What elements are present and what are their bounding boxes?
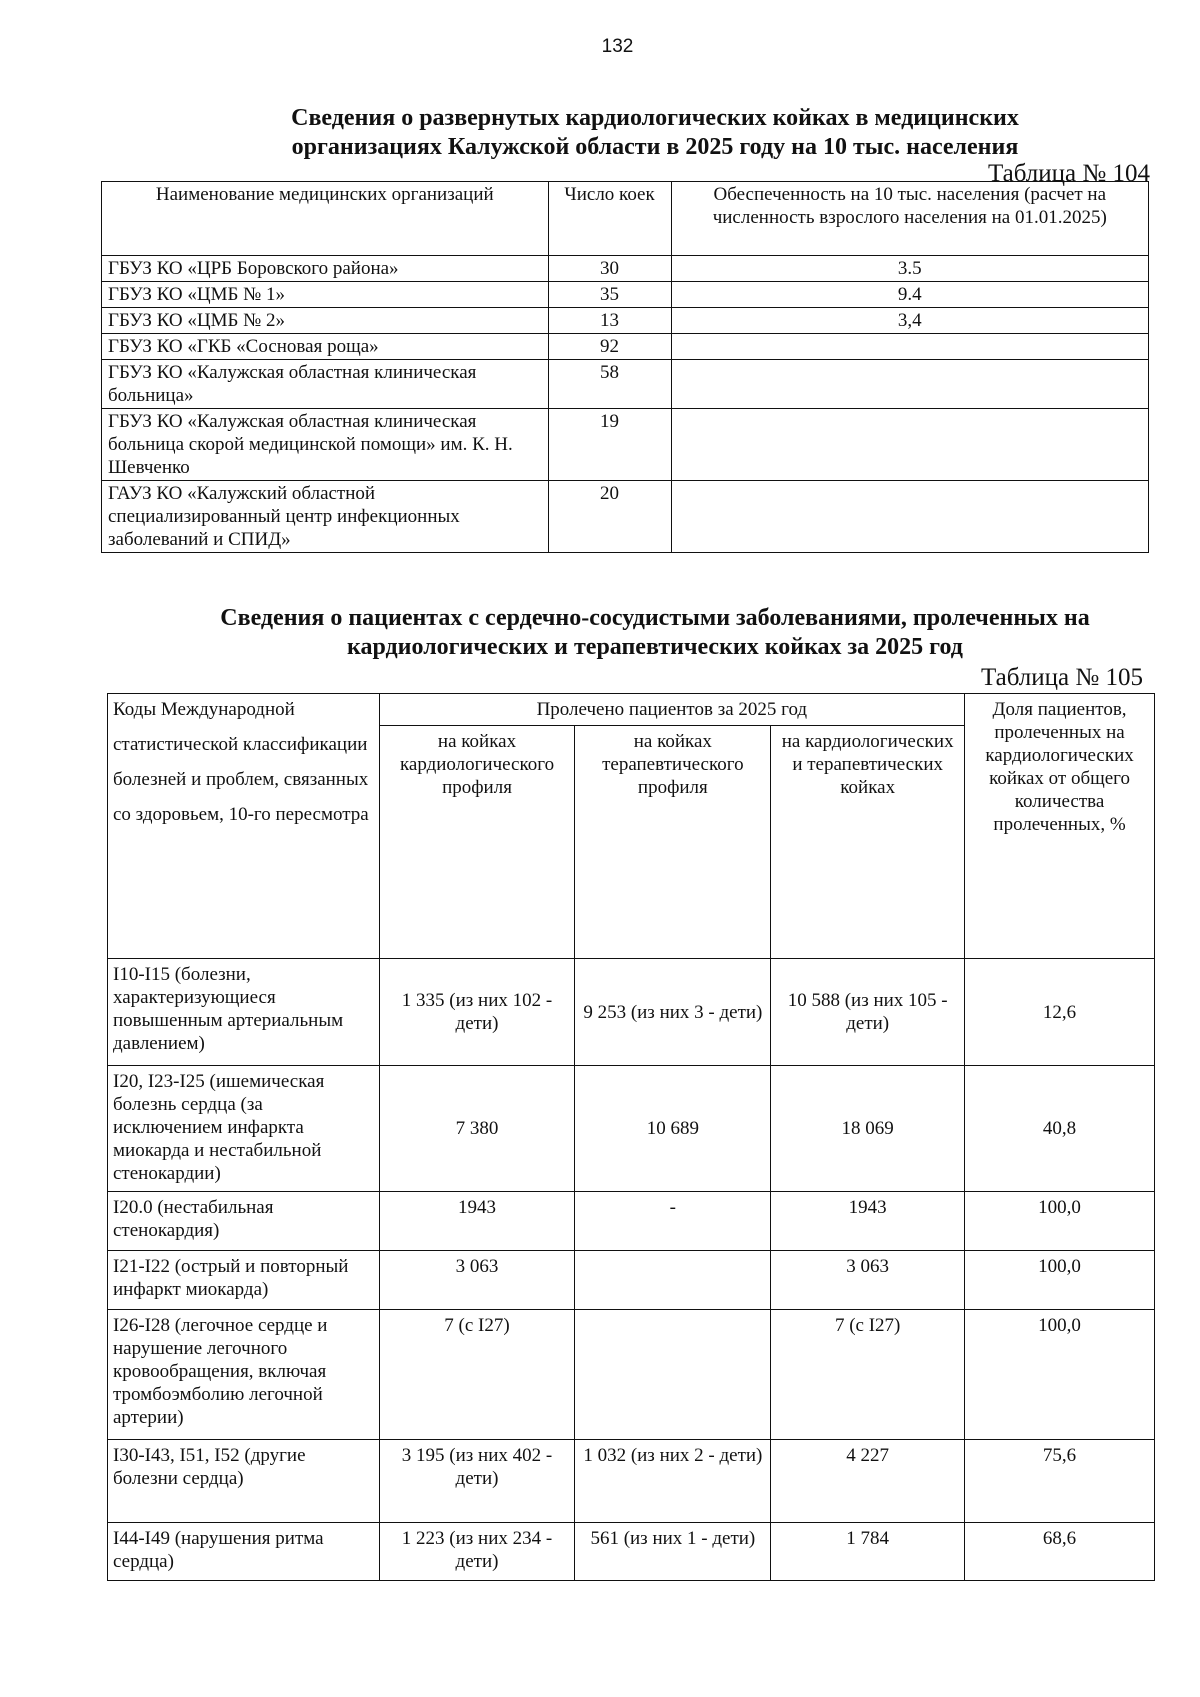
header-codes-part4: со здоровьем, 10-го пересмотра xyxy=(113,804,369,825)
beds-cell: 30 xyxy=(548,256,671,282)
page-number: 132 xyxy=(601,36,634,57)
code-cell: I26-I28 (легочное сердце и нарушение легочного кровообращения, включая тромбоэмболию легочной артерии) xyxy=(108,1310,380,1440)
supply-cell xyxy=(671,481,1149,553)
cardio-cell: 1 335 (из них 102 - дети) xyxy=(379,959,575,1066)
table-row xyxy=(102,308,1149,334)
org-cell: ГБУЗ КО «Калужская областная клиническая больница скорой медицинской помощи» им. К. Н. Шевченко xyxy=(102,409,549,481)
code-cell: I21-I22 (острый и повторный инфаркт миокарда) xyxy=(108,1251,380,1310)
beds-cell: 13 xyxy=(548,308,671,334)
cardio-cell: 7 (с I27) xyxy=(379,1310,575,1440)
header-codes-part1: Коды Международной xyxy=(113,699,295,720)
table-104-number: Таблица № 104 xyxy=(987,160,1150,187)
supply-cell xyxy=(671,409,1149,481)
cardio-cell: 3 063 xyxy=(379,1251,575,1310)
org-cell: ГБУЗ КО «ЦМБ № 1» xyxy=(102,282,549,308)
table-104-header-row xyxy=(102,182,1149,256)
table-row xyxy=(108,1066,1155,1192)
therapy-cell xyxy=(575,1310,771,1440)
table-105-header-row-1 xyxy=(108,694,1155,726)
header-cardio: на койках кардиологического профиля xyxy=(379,726,575,959)
both-cell: 3 063 xyxy=(771,1251,965,1310)
org-cell: ГБУЗ КО «ЦМБ № 2» xyxy=(102,308,549,334)
therapy-cell: - xyxy=(575,1192,771,1251)
header-beds: Число коек xyxy=(548,182,671,256)
code-cell: I20, I23-I25 (ишемическая болезнь сердца (за исключением инфаркта миокарда и нестабильной стенокардии) xyxy=(108,1066,380,1192)
therapy-cell: 561 (из них 1 - дети) xyxy=(575,1523,771,1581)
header-share: Доля пациентов, пролеченных на кардиологических койках от общего количества пролеченных, % xyxy=(965,694,1155,959)
table-row xyxy=(108,959,1155,1066)
share-cell: 100,0 xyxy=(965,1310,1155,1440)
therapy-cell xyxy=(575,1251,771,1310)
beds-cell: 58 xyxy=(548,360,671,409)
table-row xyxy=(108,1523,1155,1581)
share-cell: 100,0 xyxy=(965,1251,1155,1310)
share-cell: 40,8 xyxy=(965,1066,1155,1192)
table-105-title xyxy=(110,604,1200,662)
cardio-cell: 3 195 (из них 402 - дети) xyxy=(379,1440,575,1523)
table-105-title-line2: кардиологических и терапевтических койках за 2025 год xyxy=(347,634,963,660)
cardio-cell: 1 223 (из них 234 - дети) xyxy=(379,1523,575,1581)
header-therapy: на койках терапевтического профиля xyxy=(575,726,771,959)
header-codes-spacer xyxy=(113,721,374,733)
header-codes-part2: статистической классификации xyxy=(113,734,368,755)
table-104 xyxy=(101,181,1149,553)
therapy-cell: 1 032 (из них 2 - дети) xyxy=(575,1440,771,1523)
table-row xyxy=(108,1192,1155,1251)
header-supply: Обеспеченность на 10 тыс. населения (расчет на численность взрослого населения на 01.01.2025) xyxy=(671,182,1149,256)
supply-cell: 3.5 xyxy=(671,256,1149,282)
table-row xyxy=(102,481,1149,553)
beds-cell: 19 xyxy=(548,409,671,481)
table-105-title-line1: Сведения о пациентах с сердечно-сосудистыми заболеваниями, пролеченных на xyxy=(220,605,1090,631)
beds-cell: 92 xyxy=(548,334,671,360)
therapy-cell: 9 253 (из них 3 - дети) xyxy=(575,959,771,1066)
table-row xyxy=(108,1251,1155,1310)
share-cell: 75,6 xyxy=(965,1440,1155,1523)
both-cell: 1 784 xyxy=(771,1523,965,1581)
supply-cell: 3,4 xyxy=(671,308,1149,334)
org-cell: ГБУЗ КО «ГКБ «Сосновая роща» xyxy=(102,334,549,360)
both-cell: 7 (с I27) xyxy=(771,1310,965,1440)
table-row xyxy=(102,334,1149,360)
table-104-title-line2: организациях Калужской области в 2025 году на 10 тыс. населения xyxy=(291,134,1019,160)
beds-cell: 35 xyxy=(548,282,671,308)
supply-cell xyxy=(671,334,1149,360)
cardio-cell: 7 380 xyxy=(379,1066,575,1192)
table-105-number: Таблица № 105 xyxy=(980,664,1143,691)
header-both: на кардиологических и терапевтических койках xyxy=(771,726,965,959)
both-cell: 4 227 xyxy=(771,1440,965,1523)
table-row xyxy=(102,409,1149,481)
header-codes-spacer xyxy=(113,756,374,768)
code-cell: I20.0 (нестабильная стенокардия) xyxy=(108,1192,380,1251)
therapy-cell: 10 689 xyxy=(575,1066,771,1192)
table-row xyxy=(102,256,1149,282)
table-row xyxy=(102,360,1149,409)
header-codes xyxy=(108,694,380,959)
org-cell: ГБУЗ КО «Калужская областная клиническая больница» xyxy=(102,360,549,409)
header-org: Наименование медицинских организаций xyxy=(102,182,549,256)
org-cell: ГБУЗ КО «ЦРБ Боровского района» xyxy=(102,256,549,282)
share-cell: 68,6 xyxy=(965,1523,1155,1581)
table-row xyxy=(108,1310,1155,1440)
both-cell: 18 069 xyxy=(771,1066,965,1192)
both-cell: 1943 xyxy=(771,1192,965,1251)
supply-cell xyxy=(671,360,1149,409)
table-104-title xyxy=(110,104,1200,162)
both-cell: 10 588 (из них 105 - дети) xyxy=(771,959,965,1066)
share-cell: 12,6 xyxy=(965,959,1155,1066)
supply-cell: 9.4 xyxy=(671,282,1149,308)
org-cell: ГАУЗ КО «Калужский областной специализированный центр инфекционных заболеваний и СПИД» xyxy=(102,481,549,553)
table-105 xyxy=(107,693,1155,1581)
share-cell: 100,0 xyxy=(965,1192,1155,1251)
table-104-title-line1: Сведения о развернутых кардиологических койках в медицинских xyxy=(291,105,1019,131)
code-cell: I30-I43, I51, I52 (другие болезни сердца) xyxy=(108,1440,380,1523)
header-treated-group: Пролечено пациентов за 2025 год xyxy=(379,694,965,726)
table-row xyxy=(108,1440,1155,1523)
header-codes-part3: болезней и проблем, связанных xyxy=(113,769,369,790)
code-cell: I44-I49 (нарушения ритма сердца) xyxy=(108,1523,380,1581)
cardio-cell: 1943 xyxy=(379,1192,575,1251)
header-codes-spacer xyxy=(113,791,374,803)
table-row xyxy=(102,282,1149,308)
code-cell: I10-I15 (болезни, характеризующиеся повышенным артериальным давлением) xyxy=(108,959,380,1066)
beds-cell: 20 xyxy=(548,481,671,553)
